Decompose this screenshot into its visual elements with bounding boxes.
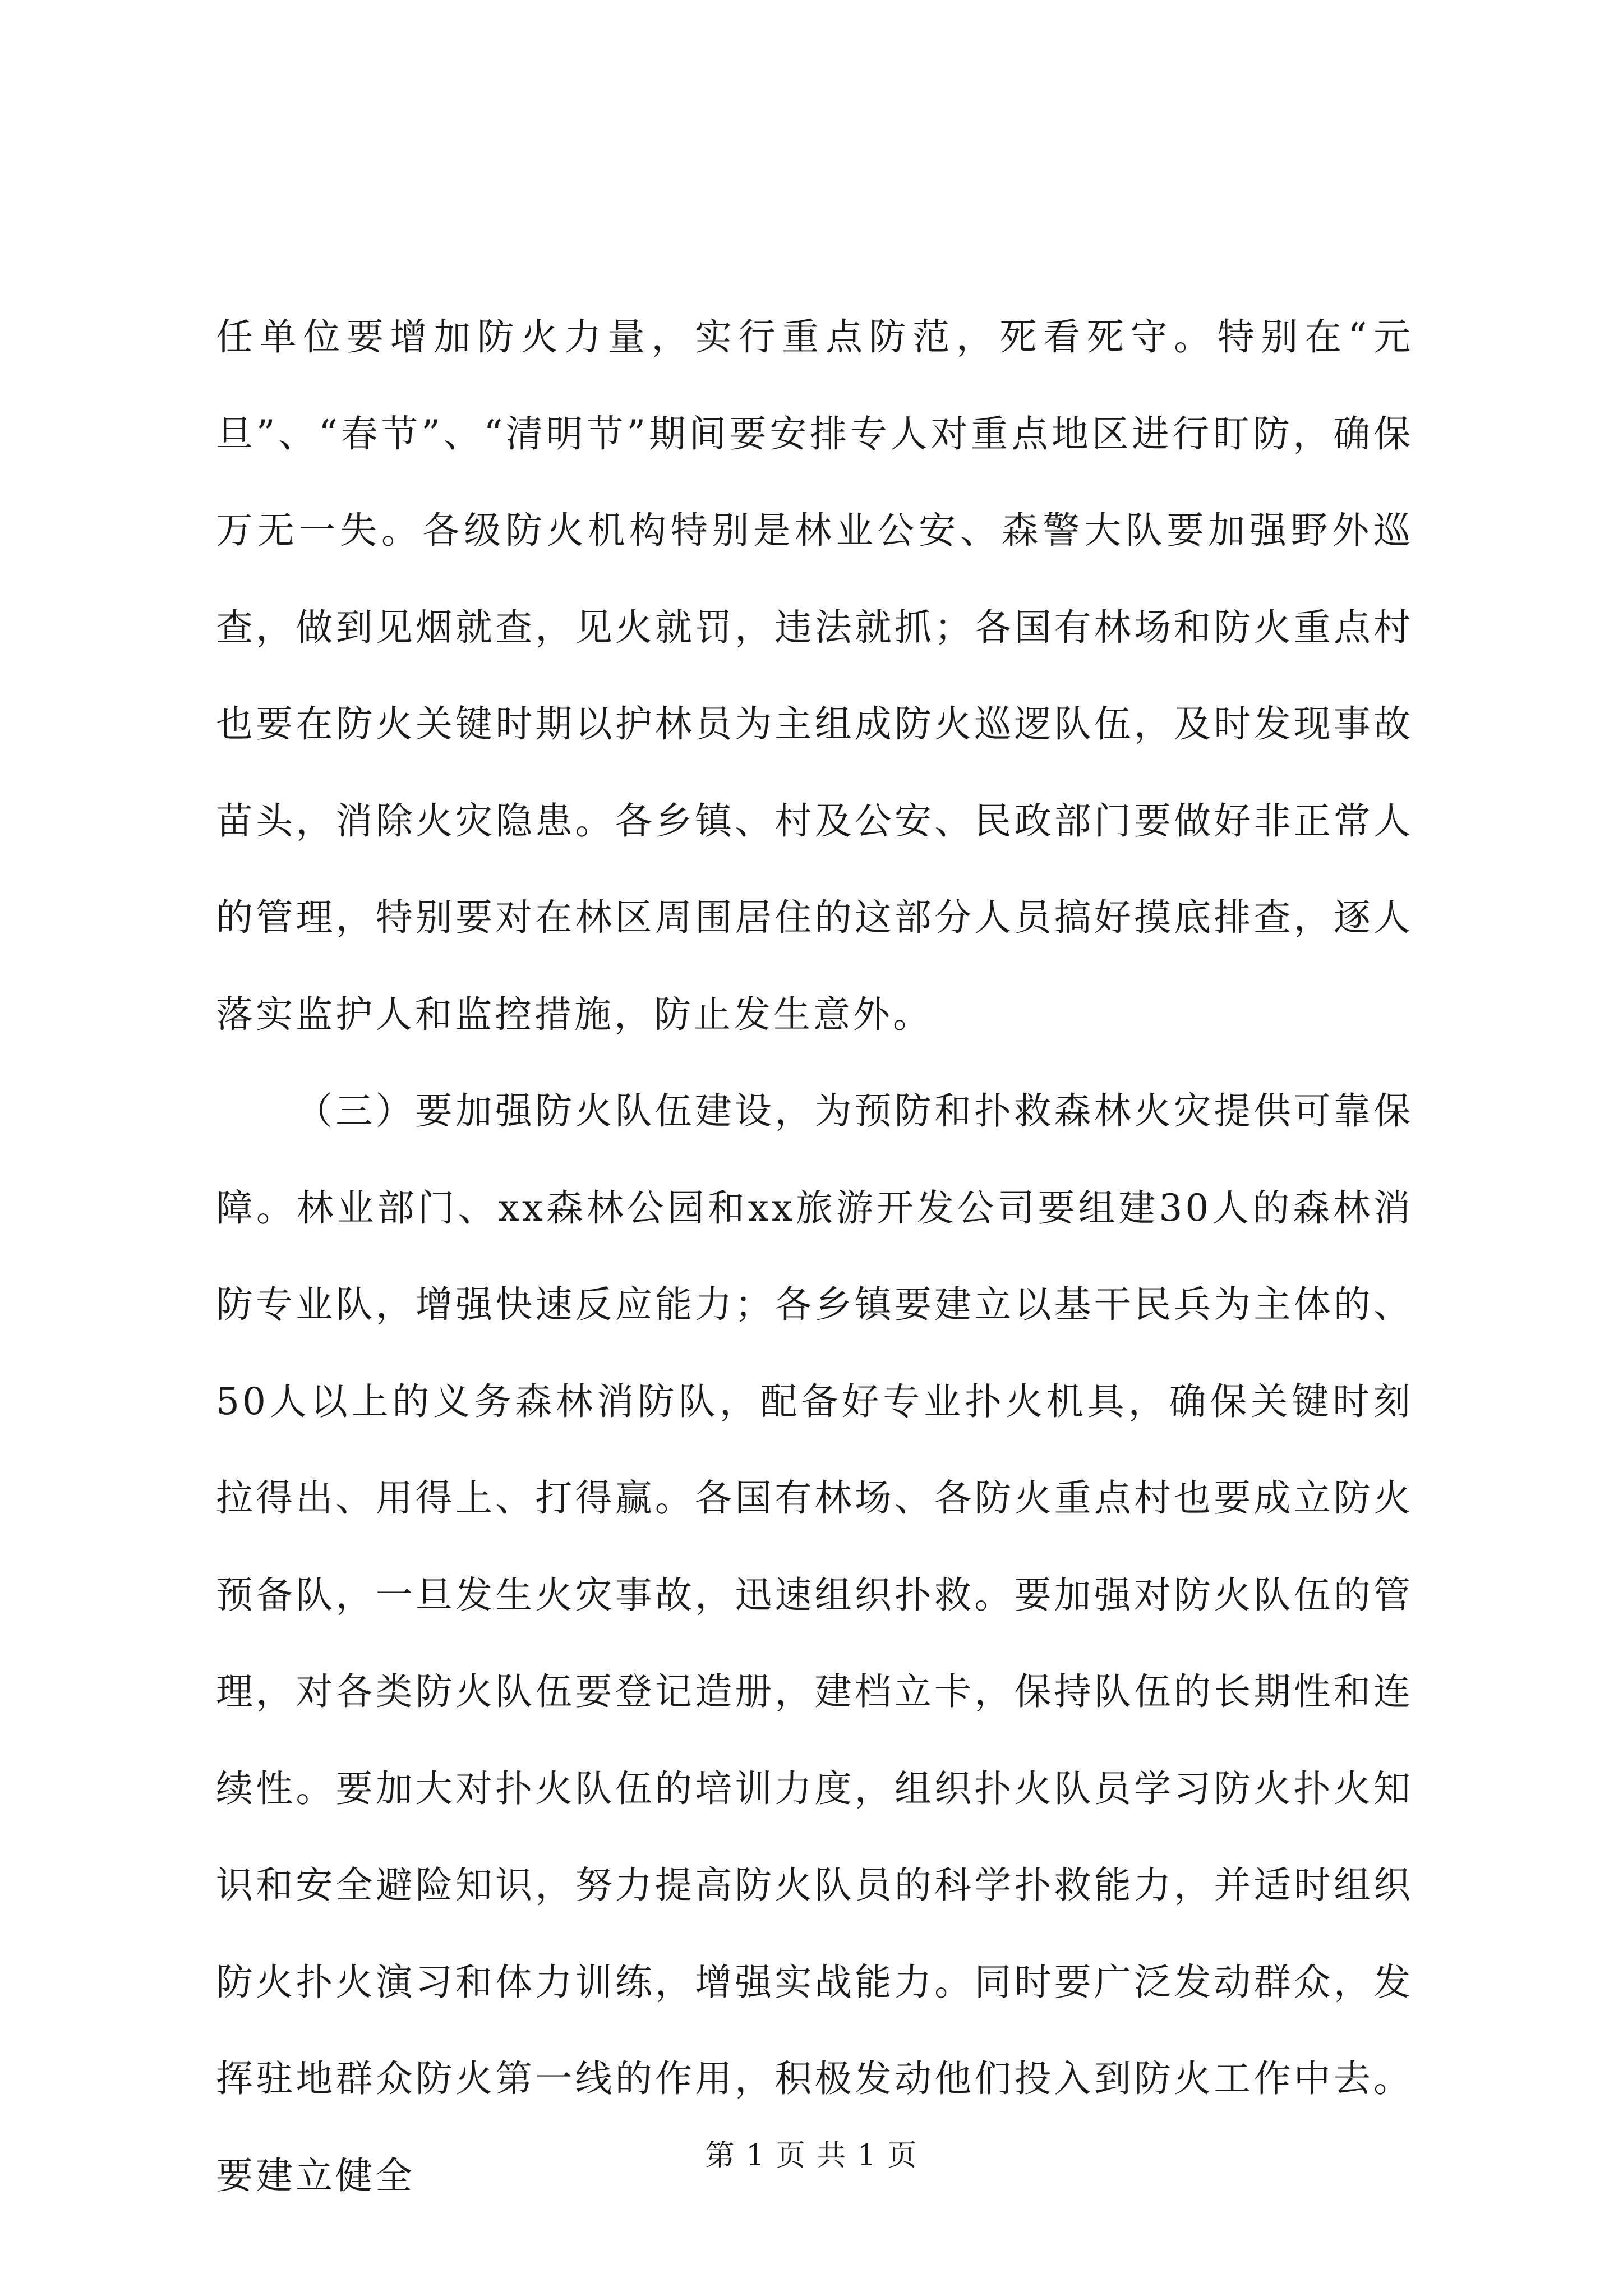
paragraph-1: 任单位要增加防火力量，实行重点防范，死看死守。特别在“元旦”、“春节”、“清明节”期间要安排专人对重点地区进行盯防，确保万无一失。各级防火机构特别是林业公安、森警大队要加强野外巡查，做到见烟就查，见火就罚，违法就抓；各国有林场和防火重点村也要在防火关键时期以护林员为主组成防火巡逻队伍，及时发现事故苗头，消除火灾隐患。各乡镇、村及公安、民政部门要做好非正常人的管理，特别要对在林区周围居住的这部分人员搞好摸底排查，逐人落实监护人和监控措施，防止发生意外。 (216, 315, 1413, 1036)
paragraph-2: （三）要加强防火队伍建设，为预防和扑救森林火灾提供可靠保障。林业部门、xx森林公园和xx旅游开发公司要组建30人的森林消防专业队，增强快速反应能力；各乡镇要建立以基干民兵为主体的、50人以上的义务森林消防队，配备好专业扑火机具，确保关键时刻拉得出、用得上、打得赢。各国有林场、各防火重点村也要成立防火预备队，一旦发生火灾事故，迅速组织扑救。要加强对防火队伍的管理，对各类防火队伍要登记造册，建档立卡，保持队伍的长期性和连续性。要加大对扑火队伍的培训力度，组织扑火队员学习防火扑火知识和安全避险知识，努力提高防火队员的科学扑救能力，并适时组织防火扑火演习和体力训练，增强实战能力。同时要广泛发动群众，发挥驻地群众防火第一线的作用，积极发动他们投入到防火工作中去。要建立健全 (216, 1089, 1413, 2197)
page-footer: 第 1 页 共 1 页 (705, 2139, 918, 2173)
document-body (216, 289, 1413, 2224)
